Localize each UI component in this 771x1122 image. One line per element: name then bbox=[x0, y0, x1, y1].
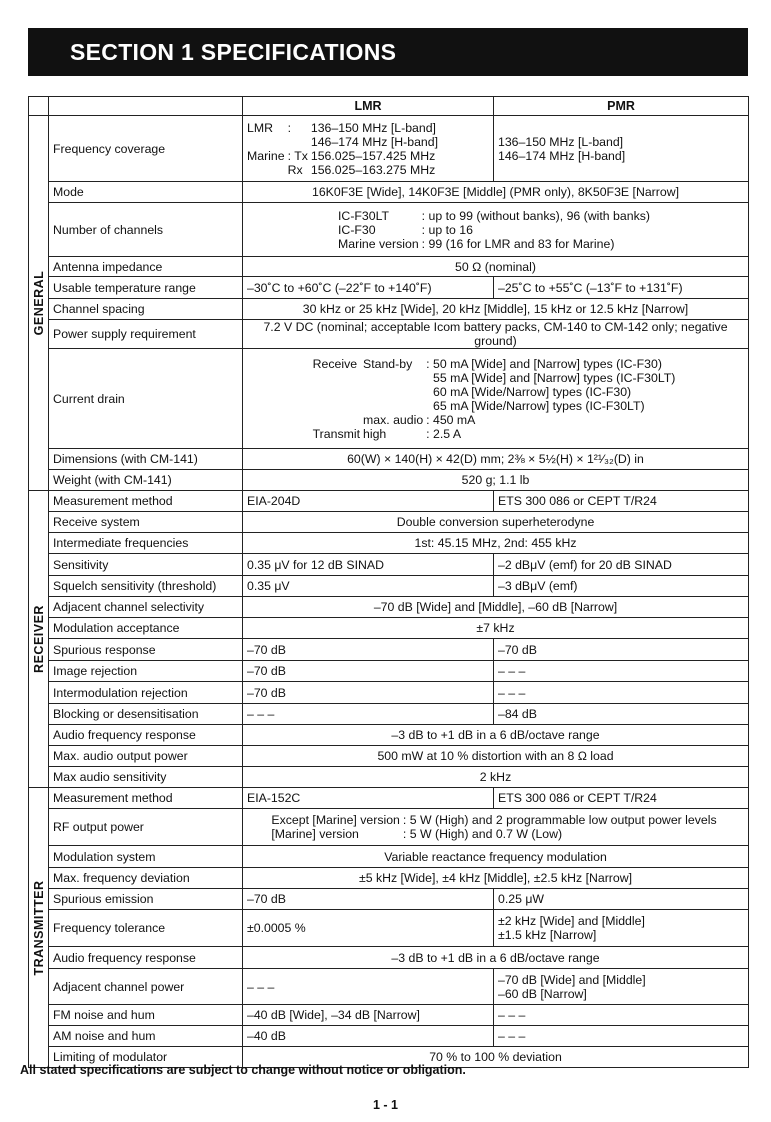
table-row bbox=[29, 349, 749, 449]
value-pmr: ETS 300 086 or CEPT T/R24 bbox=[494, 491, 749, 512]
table-row bbox=[29, 1005, 749, 1026]
parameter-label: Spurious emission bbox=[49, 889, 243, 910]
value-line: ±1.5 kHz [Narrow] bbox=[498, 928, 597, 942]
section-label-general bbox=[29, 116, 49, 491]
table-row bbox=[29, 846, 749, 868]
table-row bbox=[29, 868, 749, 889]
value-grid-cell: 146–174 MHz [H-band] bbox=[310, 134, 439, 149]
value-line: 146–174 MHz [H-band] bbox=[498, 148, 626, 163]
value-grid-row bbox=[338, 209, 653, 223]
value-both: Variable reactance frequency modulation bbox=[243, 846, 749, 868]
value-pmr: 0.25 μW bbox=[494, 889, 749, 910]
value-grid-cell bbox=[313, 399, 363, 413]
value-grid-cell: max. audio bbox=[363, 412, 424, 427]
value-grid-cell: Rx bbox=[287, 162, 303, 177]
value-grid-cell bbox=[363, 385, 426, 399]
parameter-label: FM noise and hum bbox=[49, 1005, 243, 1026]
value-lmr: ±0.0005 % bbox=[243, 910, 494, 947]
value-grid-cell bbox=[247, 135, 288, 149]
table-row bbox=[29, 533, 749, 554]
value-both bbox=[243, 349, 749, 449]
table-row bbox=[29, 910, 749, 947]
header-blank bbox=[29, 97, 49, 116]
table-row bbox=[29, 277, 749, 299]
value-line: –60 dB [Narrow] bbox=[498, 986, 587, 1001]
value-both: 520 g; 1.1 lb bbox=[243, 470, 749, 491]
value-grid-row bbox=[313, 371, 679, 385]
value-grid-row bbox=[313, 413, 679, 427]
table-row bbox=[29, 554, 749, 576]
parameter-label: Mode bbox=[49, 182, 243, 203]
parameter-label: AM noise and hum bbox=[49, 1026, 243, 1047]
table-row bbox=[29, 746, 749, 767]
table-row bbox=[29, 1026, 749, 1047]
value-both: 1st: 45.15 MHz, 2nd: 455 kHz bbox=[243, 533, 749, 554]
page-number: 1 - 1 bbox=[372, 1098, 398, 1112]
table-row bbox=[29, 116, 749, 182]
table-row bbox=[29, 576, 749, 597]
header-lmr: LMR bbox=[243, 97, 494, 116]
parameter-label: Audio frequency response bbox=[49, 947, 243, 969]
parameter-label: Power supply requirement bbox=[49, 320, 243, 349]
value-both: 500 mW at 10 % distortion with an 8 Ω load bbox=[243, 746, 749, 767]
value-grid-cell: 55 mA [Wide] and [Narrow] types (IC-F30LT) bbox=[426, 370, 676, 385]
value-grid-cell: : 50 mA [Wide] and [Narrow] types (IC-F30) bbox=[426, 356, 662, 371]
table-row bbox=[29, 597, 749, 618]
value-grid-cell: Marine version bbox=[338, 236, 419, 251]
table-row bbox=[29, 320, 749, 349]
value-lmr: –30˚C to +60˚C (–22˚F to +140˚F) bbox=[243, 277, 494, 299]
value-both bbox=[243, 809, 749, 846]
value-grid-row bbox=[247, 163, 441, 177]
value-lmr: – – – bbox=[243, 704, 494, 725]
value-grid-row bbox=[247, 149, 441, 163]
section-label-text: RECEIVER bbox=[31, 605, 46, 673]
parameter-label: Adjacent channel selectivity bbox=[49, 597, 243, 618]
value-both: ±5 kHz [Wide], ±4 kHz [Middle], ±2.5 kHz [Narrow] bbox=[243, 868, 749, 889]
value-both: ±7 kHz bbox=[243, 618, 749, 639]
table-row bbox=[29, 809, 749, 846]
table-row bbox=[29, 947, 749, 969]
value-both: 70 % to 100 % deviation bbox=[243, 1047, 749, 1068]
table-row bbox=[29, 661, 749, 682]
parameter-label: Modulation acceptance bbox=[49, 618, 243, 639]
value-grid-cell: 156.025–163.275 MHz bbox=[310, 162, 436, 177]
value-lines bbox=[498, 914, 744, 942]
parameter-label: Max. audio output power bbox=[49, 746, 243, 767]
value-grid-cell: IC-F30 bbox=[338, 222, 376, 237]
parameter-label: Max. frequency deviation bbox=[49, 868, 243, 889]
parameter-label: Limiting of modulator bbox=[49, 1047, 243, 1068]
value-both: Double conversion superheterodyne bbox=[243, 512, 749, 533]
value-both: –70 dB [Wide] and [Middle], –60 dB [Narrow] bbox=[243, 597, 749, 618]
value-grid-cell bbox=[363, 399, 426, 413]
table-row bbox=[29, 470, 749, 491]
value-grid-row bbox=[338, 237, 653, 251]
value-lmr: –40 dB bbox=[243, 1026, 494, 1047]
value-grid-cell: LMR bbox=[247, 120, 273, 135]
value-grid-cell: Except [Marine] version bbox=[271, 813, 400, 827]
value-pmr: – – – bbox=[494, 1005, 749, 1026]
value-lmr: EIA-152C bbox=[243, 788, 494, 809]
value-grid-cell: 136–150 MHz [L-band] bbox=[310, 120, 436, 135]
value-grid-cell: [Marine] version bbox=[271, 827, 359, 841]
value-grid bbox=[338, 209, 653, 251]
parameter-label: Dimensions (with CM-141) bbox=[49, 449, 243, 470]
parameter-label: Audio frequency response bbox=[49, 725, 243, 746]
value-pmr bbox=[494, 910, 749, 947]
table-row bbox=[29, 682, 749, 704]
value-grid-cell: : 2.5 A bbox=[426, 426, 462, 441]
parameter-label: Weight (with CM-141) bbox=[49, 470, 243, 491]
value-grid-cell bbox=[363, 371, 426, 385]
section-label-text: GENERAL bbox=[31, 270, 46, 336]
header-pmr: PMR bbox=[494, 97, 749, 116]
value-grid bbox=[313, 357, 679, 441]
value-pmr: –25˚C to +55˚C (–13˚F to +131˚F) bbox=[494, 277, 749, 299]
value-grid-cell: : 450 mA bbox=[426, 412, 476, 427]
value-grid-cell: Marine bbox=[247, 148, 285, 163]
value-grid-cell: : up to 16 bbox=[421, 222, 473, 237]
value-lmr bbox=[243, 116, 494, 182]
table-row bbox=[29, 257, 749, 277]
value-lmr: EIA-204D bbox=[243, 491, 494, 512]
header-blank bbox=[49, 97, 243, 116]
parameter-label: Adjacent channel power bbox=[49, 969, 243, 1005]
table-row bbox=[29, 203, 749, 257]
value-both: 60(W) × 140(H) × 42(D) mm; 2⅜ × 5½(H) × 1²¹⁄₃₂(D) in bbox=[243, 449, 749, 470]
value-grid-row bbox=[247, 121, 441, 135]
value-pmr: –3 dBμV (emf) bbox=[494, 576, 749, 597]
parameter-label: Modulation system bbox=[49, 846, 243, 868]
value-pmr: – – – bbox=[494, 1026, 749, 1047]
value-both: 2 kHz bbox=[243, 767, 749, 788]
value-grid-cell: : up to 99 (without banks), 96 (with banks) bbox=[421, 208, 650, 223]
parameter-label: Squelch sensitivity (threshold) bbox=[49, 576, 243, 597]
value-grid-cell bbox=[313, 413, 363, 427]
value-pmr bbox=[494, 969, 749, 1005]
value-grid-row bbox=[313, 385, 679, 399]
value-grid-cell: : 5 W (High) and 0.7 W (Low) bbox=[402, 827, 563, 841]
value-both: 7.2 V DC (nominal; acceptable Icom battery packs, CM-140 to CM-142 only; negative ground) bbox=[243, 320, 749, 349]
value-grid-cell: : 99 (16 for LMR and 83 for Marine) bbox=[421, 236, 615, 251]
value-lmr: –40 dB [Wide], –34 dB [Narrow] bbox=[243, 1005, 494, 1026]
value-both bbox=[243, 203, 749, 257]
section-title: SECTION 1 SPECIFICATIONS bbox=[28, 28, 748, 76]
parameter-label: Blocking or desensitisation bbox=[49, 704, 243, 725]
value-pmr: –70 dB bbox=[494, 639, 749, 661]
value-grid-cell: : bbox=[287, 120, 292, 135]
value-grid-cell: 65 mA [Wide/Narrow] types (IC-F30LT) bbox=[426, 398, 645, 413]
value-grid-cell: Receive bbox=[312, 356, 358, 371]
parameter-label: Channel spacing bbox=[49, 299, 243, 320]
value-lmr: –70 dB bbox=[243, 682, 494, 704]
table-row bbox=[29, 725, 749, 746]
value-line: ±2 kHz [Wide] and [Middle] bbox=[498, 914, 645, 928]
parameter-label: Image rejection bbox=[49, 661, 243, 682]
value-lines bbox=[498, 973, 744, 1001]
value-grid-cell bbox=[313, 371, 363, 385]
section-label-transmitter bbox=[29, 788, 49, 1068]
parameter-label: Spurious response bbox=[49, 639, 243, 661]
table-header-row bbox=[29, 97, 749, 116]
value-line: –70 dB [Wide] and [Middle] bbox=[498, 972, 646, 987]
value-grid-cell: Stand-by bbox=[363, 356, 413, 371]
parameter-label: Frequency coverage bbox=[49, 116, 243, 182]
section-label-receiver bbox=[29, 491, 49, 788]
table-row bbox=[29, 767, 749, 788]
table-row bbox=[29, 969, 749, 1005]
table-row bbox=[29, 299, 749, 320]
value-grid-cell: 60 mA [Wide/Narrow] types (IC-F30) bbox=[426, 384, 632, 399]
value-grid-row bbox=[271, 827, 719, 841]
value-grid-cell: Transmit bbox=[312, 426, 360, 441]
parameter-label: Frequency tolerance bbox=[49, 910, 243, 947]
table-row bbox=[29, 449, 749, 470]
value-grid-row bbox=[247, 135, 441, 149]
value-line: 136–150 MHz [L-band] bbox=[498, 134, 624, 149]
parameter-label: Sensitivity bbox=[49, 554, 243, 576]
value-pmr bbox=[494, 116, 749, 182]
value-grid-cell: IC-F30LT bbox=[338, 208, 390, 223]
value-lmr: –70 dB bbox=[243, 639, 494, 661]
value-lines bbox=[498, 135, 744, 163]
value-pmr: –84 dB bbox=[494, 704, 749, 725]
parameter-label: Antenna impedance bbox=[49, 257, 243, 277]
value-both: 50 Ω (nominal) bbox=[243, 257, 749, 277]
value-pmr: ETS 300 086 or CEPT T/R24 bbox=[494, 788, 749, 809]
parameter-label: Measurement method bbox=[49, 788, 243, 809]
value-both: 30 kHz or 25 kHz [Wide], 20 kHz [Middle], 15 kHz or 12.5 kHz [Narrow] bbox=[243, 299, 749, 320]
value-pmr: – – – bbox=[494, 661, 749, 682]
specifications-table bbox=[28, 96, 749, 1068]
value-grid bbox=[271, 813, 719, 841]
parameter-label: Receive system bbox=[49, 512, 243, 533]
value-grid-cell bbox=[247, 163, 288, 177]
parameter-label: Measurement method bbox=[49, 491, 243, 512]
value-grid-cell bbox=[313, 385, 363, 399]
value-pmr: –2 dBμV (emf) for 20 dB SINAD bbox=[494, 554, 749, 576]
table-row bbox=[29, 512, 749, 533]
parameter-label: Usable temperature range bbox=[49, 277, 243, 299]
table-row bbox=[29, 491, 749, 512]
value-lmr: – – – bbox=[243, 969, 494, 1005]
parameter-label: Current drain bbox=[49, 349, 243, 449]
value-grid-row bbox=[313, 357, 679, 371]
table-row bbox=[29, 639, 749, 661]
table-row bbox=[29, 618, 749, 639]
value-both: –3 dB to +1 dB in a 6 dB/octave range bbox=[243, 947, 749, 969]
value-grid-row bbox=[313, 399, 679, 413]
value-grid-row bbox=[313, 427, 679, 441]
parameter-label: Number of channels bbox=[49, 203, 243, 257]
value-lmr: 0.35 μV bbox=[243, 576, 494, 597]
section-label-text: TRANSMITTER bbox=[31, 879, 46, 976]
parameter-label: Intermodulation rejection bbox=[49, 682, 243, 704]
table-row bbox=[29, 788, 749, 809]
parameter-label: Max audio sensitivity bbox=[49, 767, 243, 788]
value-pmr: – – – bbox=[494, 682, 749, 704]
value-grid-cell: : Tx bbox=[287, 148, 308, 163]
value-lmr: –70 dB bbox=[243, 661, 494, 682]
value-grid-cell: 156.025–157.425 MHz bbox=[310, 148, 436, 163]
value-grid-cell: high bbox=[363, 426, 387, 441]
table-row bbox=[29, 182, 749, 203]
value-both: –3 dB to +1 dB in a 6 dB/octave range bbox=[243, 725, 749, 746]
value-grid-cell: : 5 W (High) and 2 programmable low output power levels bbox=[402, 813, 717, 827]
value-lmr: 0.35 μV for 12 dB SINAD bbox=[243, 554, 494, 576]
table-row bbox=[29, 704, 749, 725]
footnote: All stated specifications are subject to change without notice or obligation. bbox=[20, 1063, 466, 1077]
value-grid-row bbox=[271, 813, 719, 827]
value-grid-row bbox=[338, 223, 653, 237]
value-lmr: –70 dB bbox=[243, 889, 494, 910]
parameter-label: RF output power bbox=[49, 809, 243, 846]
table-row bbox=[29, 889, 749, 910]
parameter-label: Intermediate frequencies bbox=[49, 533, 243, 554]
value-grid-cell bbox=[288, 135, 311, 149]
value-both: 16K0F3E [Wide], 14K0F3E [Middle] (PMR only), 8K50F3E [Narrow] bbox=[243, 182, 749, 203]
value-grid bbox=[247, 121, 441, 177]
